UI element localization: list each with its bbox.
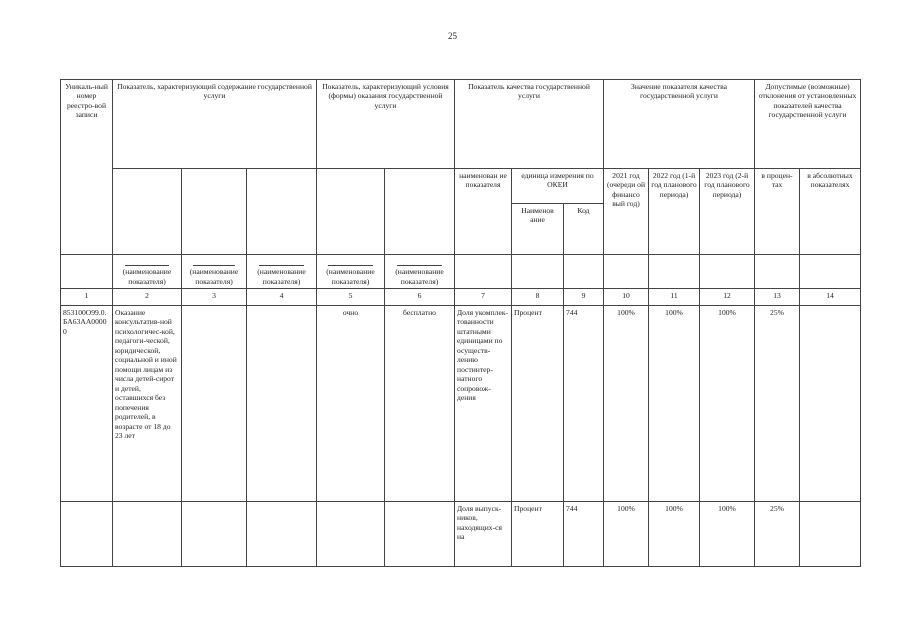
value-2022-cell: 100% xyxy=(649,306,700,502)
page-number: 25 xyxy=(448,31,457,41)
deviation-absolute-cell xyxy=(800,502,861,567)
header-quality-value: Значение показателя качества государственной услуги xyxy=(604,80,755,169)
sub-label-content-1: (наименование показателя) xyxy=(113,255,182,289)
header-cell-blank-content xyxy=(247,169,317,255)
deviation-absolute-cell xyxy=(800,306,861,502)
column-number: 9 xyxy=(564,289,604,306)
service-form-cell xyxy=(317,502,385,567)
column-number: 12 xyxy=(700,289,755,306)
header-cell-blank-conditions xyxy=(317,169,385,255)
service-content-cell: Оказание консультатив-ной психологичес-кой, педагоги-ческой, юридической, социальной и иной помощи лицам из числа детей-сирот и детей, оставшихся без попечения родителей, в возрасте от 18 до 23 лет xyxy=(113,306,182,502)
header-indicator-name: наименован ие показателя xyxy=(455,169,512,255)
column-number: 1 xyxy=(61,289,113,306)
content-cell-4 xyxy=(247,502,317,567)
content-cell-3 xyxy=(182,502,247,567)
header-conditions-indicator: Показатель, характеризующий условия (формы) оказания государственной услуги xyxy=(317,80,455,169)
header-year-2022: 2022 год (1-й год планового периода) xyxy=(649,169,700,255)
header-okei-name: Наименов ание xyxy=(512,204,564,255)
column-number: 7 xyxy=(455,289,512,306)
header-allowed-deviation: Допустимые (возможные) отклонения от установленных показателей качества государственной услуги xyxy=(755,80,861,169)
header-cell-blank xyxy=(61,255,113,289)
value-2023-cell: 100% xyxy=(700,502,755,567)
header-quality-indicator: Показатель качества государственной услуги xyxy=(455,80,604,169)
header-cell-blank-content xyxy=(113,169,182,255)
header-cell-blank xyxy=(455,255,512,289)
indicator-name-cell: Доля укомплек-тованности штатными единицами по осуществ-лению постинтер-натного сопровож-дения xyxy=(455,306,512,502)
column-number: 6 xyxy=(385,289,455,306)
header-cell-blank xyxy=(512,255,564,289)
registry-number-cell xyxy=(61,502,113,567)
column-number: 11 xyxy=(649,289,700,306)
sub-label-conditions-2: (наименование показателя) xyxy=(385,255,455,289)
payment-cell xyxy=(385,502,455,567)
header-cell-blank-content xyxy=(182,169,247,255)
header-cell-blank xyxy=(604,255,649,289)
header-okei-unit: единица измерения по ОКЕИ xyxy=(512,169,604,204)
unit-name-cell: Процент xyxy=(512,502,564,567)
payment-cell: бесплатно xyxy=(385,306,455,502)
header-in-percent: в процен-тах xyxy=(755,169,800,255)
column-number: 8 xyxy=(512,289,564,306)
column-number: 4 xyxy=(247,289,317,306)
service-form-cell: очно xyxy=(317,306,385,502)
column-number-row xyxy=(61,289,861,306)
column-number: 10 xyxy=(604,289,649,306)
column-number: 13 xyxy=(755,289,800,306)
header-year-2021: 2021 год (очереди ой финансо вый год) xyxy=(604,169,649,255)
value-2021-cell: 100% xyxy=(604,502,649,567)
column-number: 14 xyxy=(800,289,861,306)
deviation-percent-cell: 25% xyxy=(755,502,800,567)
header-okei-code: Код xyxy=(564,204,604,255)
content-cell-4 xyxy=(247,306,317,502)
header-cell-blank xyxy=(800,255,861,289)
header-year-2023: 2023 год (2-й год планового периода) xyxy=(700,169,755,255)
column-number: 2 xyxy=(113,289,182,306)
header-cell-blank-conditions xyxy=(385,169,455,255)
table-row xyxy=(61,306,861,502)
table-row xyxy=(61,502,861,567)
quality-indicators-table xyxy=(60,79,861,567)
value-2021-cell: 100% xyxy=(604,306,649,502)
sub-label-content-3: (наименование показателя) xyxy=(247,255,317,289)
header-cell-blank xyxy=(700,255,755,289)
deviation-percent-cell: 25% xyxy=(755,306,800,502)
content-cell-3 xyxy=(182,306,247,502)
header-cell-blank xyxy=(755,255,800,289)
value-2022-cell: 100% xyxy=(649,502,700,567)
indicator-name-cell: Доля выпуск-ников, находящих-ся на xyxy=(455,502,512,567)
sub-label-content-2: (наименование показателя) xyxy=(182,255,247,289)
header-content-indicator: Показатель, характеризующий содержание государственной услуги xyxy=(113,80,317,169)
header-cell-blank xyxy=(564,255,604,289)
column-number: 5 xyxy=(317,289,385,306)
unit-name-cell: Процент xyxy=(512,306,564,502)
column-number: 3 xyxy=(182,289,247,306)
unit-code-cell: 744 xyxy=(564,502,604,567)
unit-code-cell: 744 xyxy=(564,306,604,502)
service-content-cell xyxy=(113,502,182,567)
value-2023-cell: 100% xyxy=(700,306,755,502)
registry-number-cell: 853100О99.0.БА63АА00000 xyxy=(61,306,113,502)
header-in-absolute: в абсолютных показателях xyxy=(800,169,861,255)
header-unique-number: Уникаль-ный номер реестро-вой записи xyxy=(61,80,113,255)
sub-label-conditions-1: (наименование показателя) xyxy=(317,255,385,289)
header-cell-blank xyxy=(649,255,700,289)
